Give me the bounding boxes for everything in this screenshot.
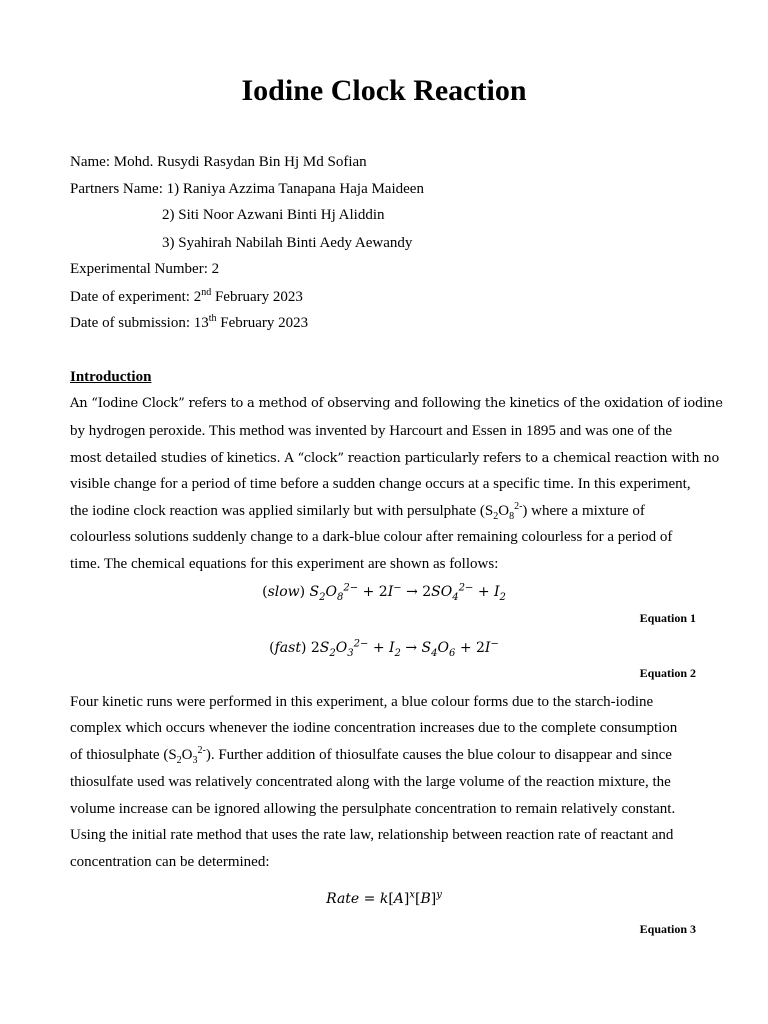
intro-line: colourless solutions suddenly change to a dark-blue colour after remaining colourless for a period of xyxy=(70,529,673,545)
intro-line: time. The chemical equations for this experiment are shown as follows: xyxy=(70,556,499,572)
body-line: Using the initial rate method that uses the rate law, relationship between reaction rate of reactant and xyxy=(70,827,674,843)
page-title: Iodine Clock Reaction xyxy=(241,74,527,107)
equation-3-label: Equation 3 xyxy=(639,922,696,936)
partner-1: Partners Name: 1) Raniya Azzima Tanapana Haja Maideen xyxy=(70,181,424,197)
intro-line: An “Iodine Clock” refers to a method of observing and following the kinetics of the oxidation of iodine xyxy=(70,396,723,411)
date-of-experiment: Date of experiment: 2nd February 2023 xyxy=(70,287,303,305)
equation-2: (fast) $2S_2O_3^{2-} + I_2 \to S_4O_6 + 2I^-$ xyxy=(269,638,499,659)
introduction-heading: Introduction xyxy=(70,369,152,385)
equation-1-label: Equation 1 xyxy=(639,611,696,625)
body-line: volume increase can be ignored allowing the persulphate concentration to remain relatively constant. xyxy=(70,801,676,817)
date-of-submission: Date of submission: 13th February 2023 xyxy=(70,313,309,331)
body-line: Four kinetic runs were performed in this experiment, a blue colour forms due to the starch-iodine xyxy=(70,694,654,710)
body-line: concentration can be determined: xyxy=(70,854,270,870)
intro-line: visible change for a period of time before a sudden change occurs at a specific time. In this experiment, xyxy=(70,476,691,492)
intro-line: the iodine clock reaction was applied similarly but with persulphate $(S_2O_8^{2-})$ where a mixture of xyxy=(70,501,645,522)
equation-1: (slow) $S_2O_8^{2-} + 2I^- \to 2SO_4^{2-} + I_2$ xyxy=(262,582,506,603)
author-name: Name: Mohd. Rusydi Rasydan Bin Hj Md Sofian xyxy=(70,154,367,170)
intro-line: by hydrogen peroxide. This method was invented by Harcourt and Essen in 1895 and was one of the xyxy=(70,423,673,439)
experiment-number: Experimental Number: 2 xyxy=(70,261,220,277)
body-line: complex which occurs whenever the iodine concentration increases due to the complete consumption xyxy=(70,720,678,736)
equation-3: Rate = $k[A]^x[B]^y$ xyxy=(326,889,442,907)
intro-line: most detailed studies of kinetics. A “clock” reaction particularly refers to a chemical reaction with no xyxy=(70,451,720,466)
equation-2-label: Equation 2 xyxy=(639,666,696,680)
partner-2: 2) Siti Noor Azwani Binti Hj Aliddin xyxy=(162,207,385,223)
body-line: of thiosulphate $(S_2O_3^{2-})$. Further addition of thiosulfate causes the blue colour to disappear and since xyxy=(70,745,672,766)
body-line: thiosulfate used was relatively concentrated along with the large volume of the reaction mixture, the xyxy=(70,774,671,790)
partner-3: 3) Syahirah Nabilah Binti Aedy Aewandy xyxy=(162,235,413,251)
